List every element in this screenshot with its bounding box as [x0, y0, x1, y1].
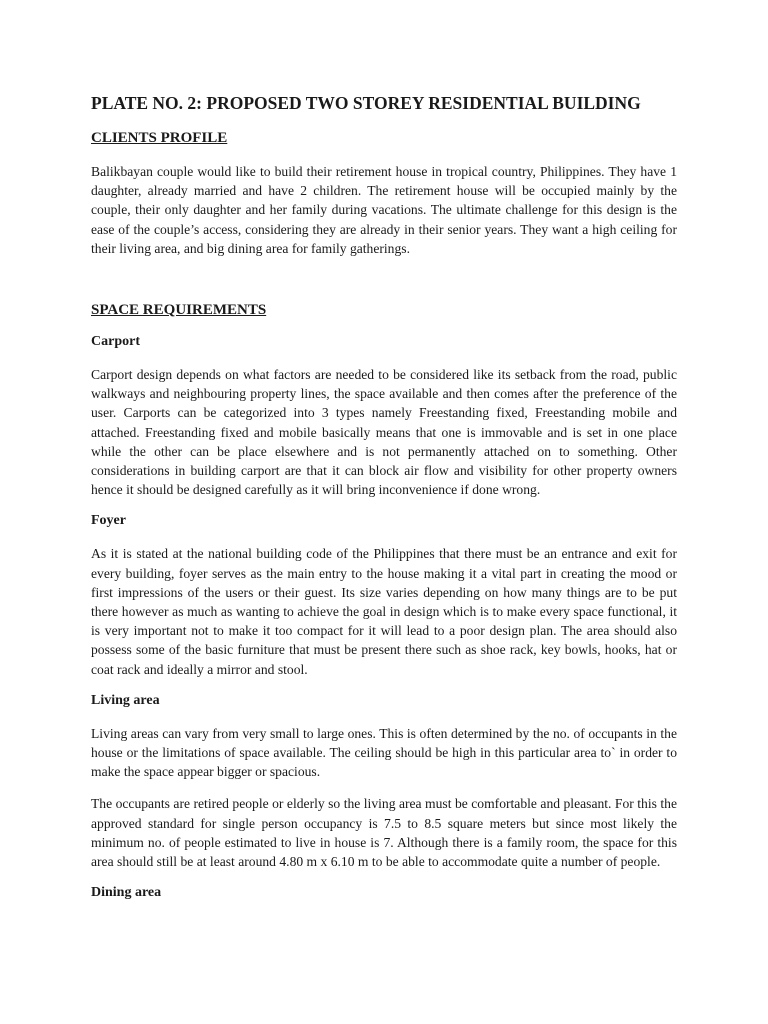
dining-area-heading: Dining area — [91, 885, 162, 901]
living-area-paragraph-1: Living areas can vary from very small to large ones. This is often determined by the no. of occupants in the house or the limitations of space available. The ceiling should be high in this particular area to` in order to make the space appear bigger or spacious. — [91, 725, 677, 780]
clients-profile-paragraph: Balikbayan couple would like to build their retirement house in tropical country, Philippines. They have 1 daughter, already married and have 2 children. The retirement house will be occupied mainly by the couple, their only daughter and her family during vacations. The ultimate challenge for this design is the ease of the couple’s access, considering they are already in their senior years. They want a high ceiling for their living area, and big dining area for family gatherings. — [91, 164, 677, 256]
foyer-heading: Foyer — [91, 513, 126, 529]
carport-heading: Carport — [91, 334, 140, 350]
living-area-heading: Living area — [91, 692, 160, 708]
clients-profile-heading: CLIENTS PROFILE — [91, 130, 228, 146]
carport-paragraph: Carport design depends on what factors are needed to be considered like its setback from the road, public walkways and neighbouring property lines, the space available and then comes after the preference of the user. Carports can be categorized into 3 types namely Freestanding fixed, Freestanding mobile and attached. Freestanding fixed and mobile basically means that one is immovable and is set in one place while the other can be place elsewhere and is not permanently attached on to something. Other considerations in building carport are that it can block air flow and visibility for other property owners hence it should be designed carefully as it will bring inconvenience if done wrong. — [91, 367, 677, 498]
space-requirements-heading: SPACE REQUIREMENTS — [91, 302, 267, 319]
foyer-paragraph: As it is stated at the national building code of the Philippines that there must be an entrance and exit for every building, foyer serves as the main entry to the house making it a vital part in creating the mood or first impressions of the users or their guest. Its size varies depending on how many things are to be put there however as much as wanting to achieve the goal in design which is to make every space functional, it is very important not to make it too compact for it will lead to a poor design plan. The area should also possess some of the basic furniture that must be present there such as shoe rack, key bowls, hooks, hat or coat rack and ideally a mirror and stool. — [91, 546, 677, 677]
living-area-paragraph-2: The occupants are retired people or elderly so the living area must be comfortable and pleasant. For this the approved standard for single person occupancy is 7.5 to 8.5 square meters but since most likely the minimum no. of people estimated to live in house is 7. Although there is a family room, the space for this area should still be at least around 4.80 m x 6.10 m to be able to accommodate quite a number of people. — [91, 796, 677, 870]
document-page — [91, 92, 677, 903]
document-title: PLATE NO. 2: PROPOSED TWO STOREY RESIDENTIAL BUILDING — [91, 93, 641, 113]
